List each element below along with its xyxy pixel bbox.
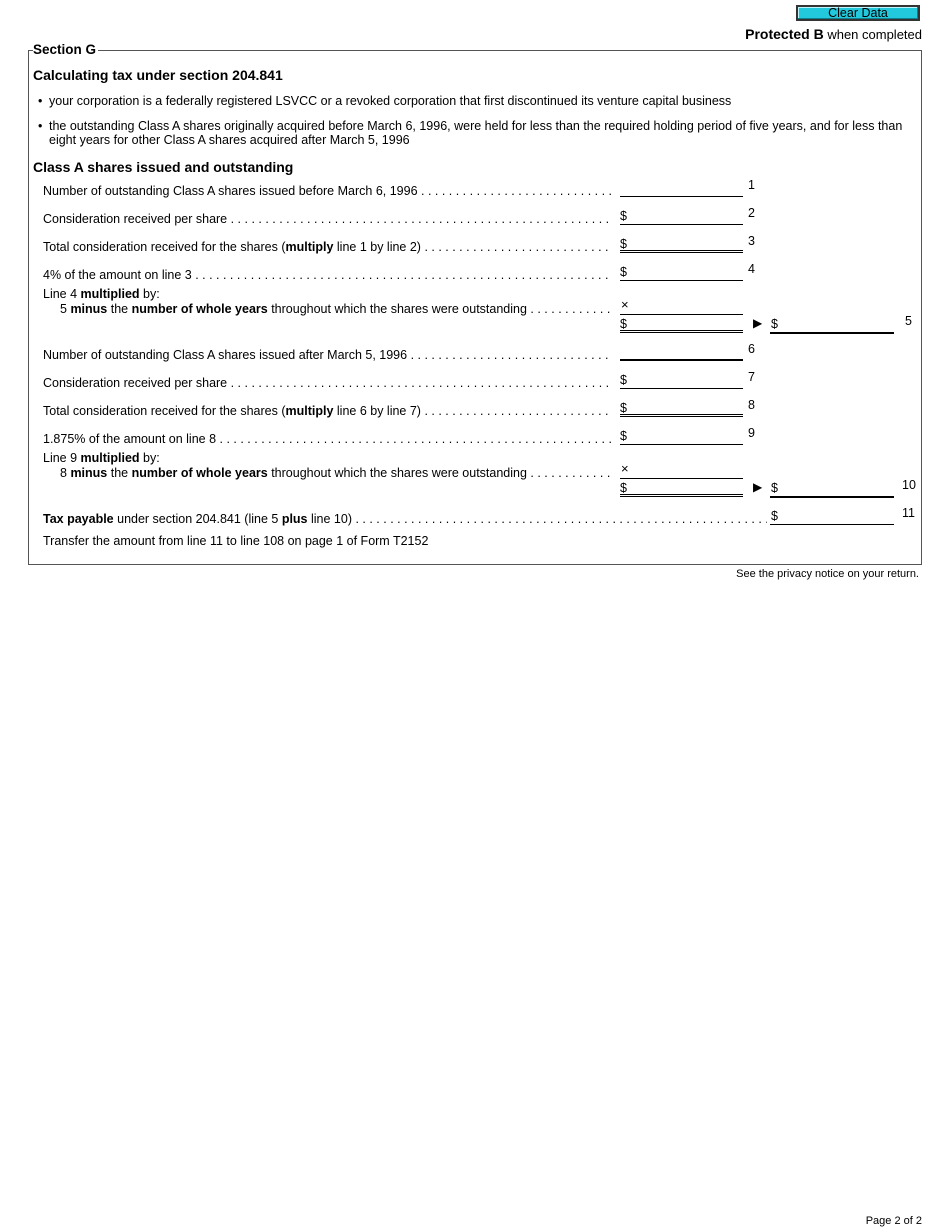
bullet-text: the outstanding Class A shares originally acquired before March 6, 1996, were held for less than the required holding period of five years, and for less than eight years for other Class A shares acquired after March 5, 1996 bbox=[49, 119, 903, 147]
privacy-notice: See the privacy notice on your return. bbox=[736, 568, 919, 580]
dollar-sign: $ bbox=[771, 317, 778, 331]
bullet-text: your corporation is a federally registered LSVCC or a revoked corporation that first discontinued its venture capital business bbox=[49, 94, 732, 108]
text: Line 4 bbox=[43, 287, 81, 301]
text: line 10) bbox=[307, 512, 352, 526]
text: Total consideration received for the shares ( bbox=[43, 240, 286, 254]
line-3-label bbox=[43, 240, 611, 254]
multiply-sign: × bbox=[621, 297, 629, 312]
line-10-result-field[interactable] bbox=[620, 480, 743, 497]
line-3-field[interactable] bbox=[620, 236, 743, 253]
dollar-sign: $ bbox=[620, 209, 627, 223]
line-2-field[interactable] bbox=[620, 208, 743, 225]
text: by: bbox=[139, 451, 160, 465]
line-10-multiplier-label bbox=[60, 466, 611, 480]
line-number: 8 bbox=[748, 398, 755, 412]
dollar-sign: $ bbox=[620, 401, 627, 415]
arrow-right-icon: ▶ bbox=[753, 480, 763, 494]
text: line 6 by line 7) bbox=[333, 404, 421, 418]
bullet-dot: • bbox=[38, 94, 43, 108]
text-bold: plus bbox=[281, 512, 308, 526]
line-11-tax-payable-field[interactable] bbox=[770, 508, 894, 525]
line-5-multiplier-label bbox=[60, 302, 611, 316]
line-number: 3 bbox=[748, 234, 755, 248]
text-bold: Tax payable bbox=[43, 512, 114, 526]
line-number: 9 bbox=[748, 426, 755, 440]
line-number: 2 bbox=[748, 206, 755, 220]
bullet-dot: • bbox=[38, 119, 43, 133]
line-9-label: 1.875% of the amount on line 8 . . . bbox=[43, 432, 611, 446]
bullet-item bbox=[38, 119, 908, 149]
line-1-field[interactable] bbox=[620, 180, 743, 197]
text-bold: minus bbox=[70, 466, 108, 480]
line-number: 5 bbox=[905, 314, 912, 328]
text-bold: number of whole years bbox=[131, 302, 268, 316]
clear-data-button[interactable]: Clear Data bbox=[796, 5, 920, 21]
text: Line 9 bbox=[43, 451, 81, 465]
text: the bbox=[107, 466, 132, 480]
line-7-label: Consideration received per share . . . bbox=[43, 376, 611, 390]
protected-label: Protected B bbox=[745, 26, 824, 42]
line-6-label: Number of outstanding Class A shares issued after March 5, 1996 . . . bbox=[43, 348, 611, 362]
dollar-sign: $ bbox=[620, 373, 627, 387]
multiply-sign: × bbox=[621, 461, 629, 476]
line-10-years-field[interactable] bbox=[620, 462, 743, 479]
line-number: 4 bbox=[748, 262, 755, 276]
arrow-right-icon: ▶ bbox=[753, 316, 763, 330]
line-5-result-field[interactable] bbox=[620, 316, 743, 333]
line-10-label bbox=[43, 451, 611, 465]
dollar-sign: $ bbox=[620, 317, 627, 331]
text: 5 bbox=[60, 302, 71, 316]
line-9-field[interactable] bbox=[620, 428, 743, 445]
text: Total consideration received for the shares ( bbox=[43, 404, 286, 418]
line-4-field[interactable] bbox=[620, 264, 743, 281]
line-4-label: 4% of the amount on line 3 . . . bbox=[43, 268, 611, 282]
bullet-item bbox=[38, 94, 908, 110]
line-number: 11 bbox=[902, 506, 915, 520]
line-8-field[interactable] bbox=[620, 400, 743, 417]
text: throughout which the shares were outstanding bbox=[267, 466, 527, 480]
line-number: 7 bbox=[748, 370, 755, 384]
line-8-label bbox=[43, 404, 611, 418]
dollar-sign: $ bbox=[771, 481, 778, 495]
dollar-sign: $ bbox=[620, 429, 627, 443]
line-number: 10 bbox=[902, 478, 916, 492]
line-number: 6 bbox=[748, 342, 755, 356]
text: line 1 by line 2) bbox=[333, 240, 421, 254]
line-5-amount-field[interactable] bbox=[770, 316, 894, 334]
section-title: Section G bbox=[33, 42, 97, 57]
text-bold: multiply bbox=[285, 404, 334, 418]
protected-b-notice bbox=[745, 26, 922, 42]
dollar-sign: $ bbox=[620, 265, 627, 279]
line-10-amount-field[interactable] bbox=[770, 480, 894, 498]
text-bold: multiply bbox=[285, 240, 334, 254]
line-2-label: Consideration received per share . . . bbox=[43, 212, 611, 226]
line-5-years-field[interactable] bbox=[620, 298, 743, 315]
text-bold: multiplied bbox=[80, 287, 140, 301]
line-number: 1 bbox=[748, 178, 755, 192]
text: by: bbox=[139, 287, 160, 301]
line-1-label: Number of outstanding Class A shares issued before March 6, 1996 . . . bbox=[43, 184, 611, 198]
line-7-field[interactable] bbox=[620, 372, 743, 389]
text: 8 bbox=[60, 466, 71, 480]
line-5-label bbox=[43, 287, 611, 301]
text-bold: multiplied bbox=[80, 451, 140, 465]
line-6-field[interactable] bbox=[620, 343, 743, 361]
line-11-label bbox=[43, 512, 767, 526]
text-bold: minus bbox=[70, 302, 108, 316]
text: throughout which the shares were outstanding bbox=[267, 302, 527, 316]
text: under section 204.841 (line 5 bbox=[113, 512, 282, 526]
page-number: Page 2 of 2 bbox=[865, 1215, 922, 1227]
transfer-instruction: Transfer the amount from line 11 to line 108 on page 1 of Form T2152 bbox=[43, 534, 429, 548]
calc-heading: Calculating tax under section 204.841 bbox=[33, 67, 283, 83]
text-bold: number of whole years bbox=[131, 466, 268, 480]
protected-suffix: when completed bbox=[823, 27, 922, 42]
text: the bbox=[107, 302, 132, 316]
dollar-sign: $ bbox=[620, 237, 627, 251]
dollar-sign: $ bbox=[620, 481, 627, 495]
shares-heading: Class A shares issued and outstanding bbox=[33, 159, 294, 175]
dollar-sign: $ bbox=[771, 509, 778, 523]
